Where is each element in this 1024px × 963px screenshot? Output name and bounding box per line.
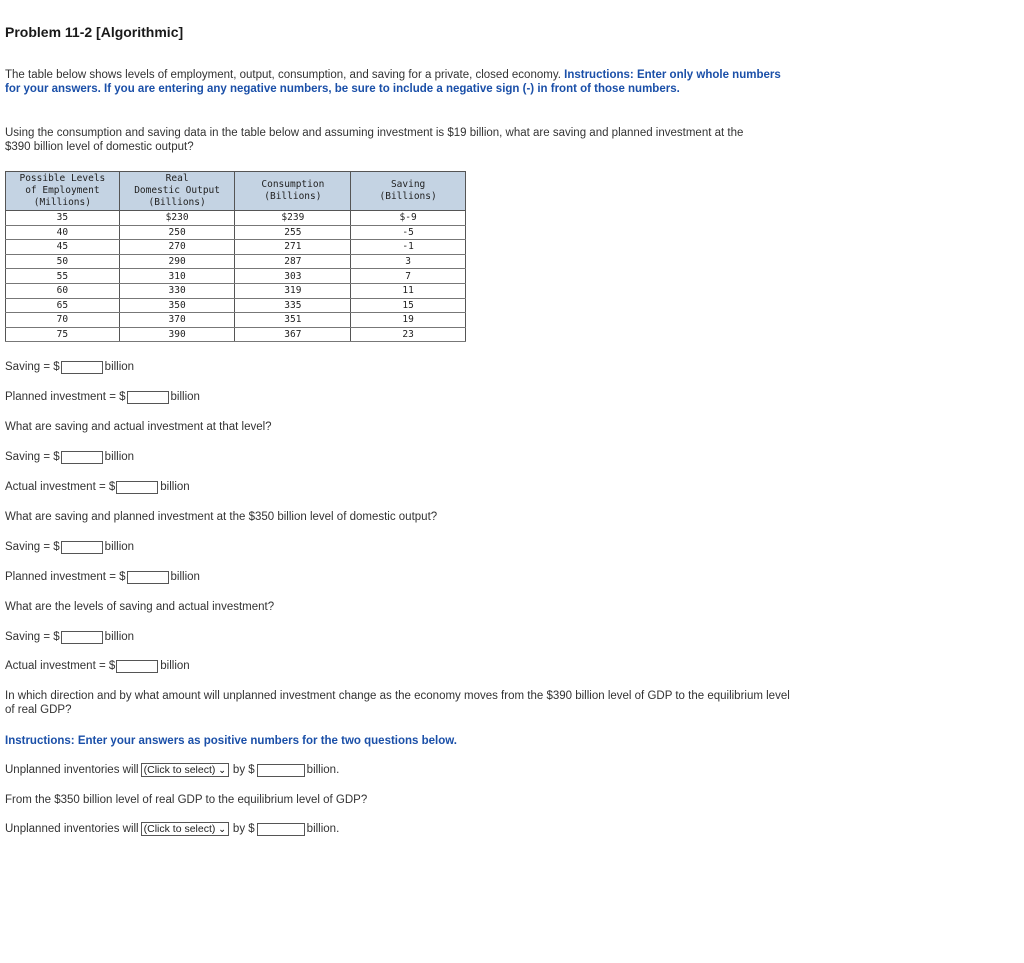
cell: -1	[351, 240, 466, 255]
cell: 55	[6, 269, 120, 284]
saving-label: Saving = $	[5, 631, 60, 643]
billion-label: billion	[170, 571, 200, 583]
cell: 310	[119, 269, 235, 284]
q4-saving-row	[5, 629, 134, 645]
cell: 350	[119, 298, 235, 313]
cell: 367	[235, 327, 351, 342]
cell: 35	[6, 211, 120, 226]
cell: 303	[235, 269, 351, 284]
saving-label: Saving = $	[5, 451, 60, 463]
table-row	[6, 313, 466, 328]
q6-amount-input[interactable]	[257, 823, 305, 836]
q5-unplanned-row	[5, 762, 339, 778]
cell: 15	[351, 298, 466, 313]
unplanned-label: Unplanned inventories will	[5, 823, 139, 835]
cell: 45	[6, 240, 120, 255]
cell: 23	[351, 327, 466, 342]
billion-label: billion	[104, 541, 135, 553]
cell: 319	[235, 283, 351, 298]
billion-label: billion	[104, 361, 135, 373]
by-label: by $	[232, 764, 255, 776]
cell: 390	[119, 327, 235, 342]
q1-saving-row	[5, 359, 134, 375]
q2-actual-input[interactable]	[116, 481, 158, 494]
table-row	[6, 327, 466, 342]
cell: 330	[119, 283, 235, 298]
cell: $-9	[351, 211, 466, 226]
header-output: Real Domestic Output (Billions)	[119, 172, 235, 211]
q3-saving-row	[5, 539, 134, 555]
unplanned-label: Unplanned inventories will	[5, 764, 139, 776]
cell: 271	[235, 240, 351, 255]
q6-direction-select[interactable]: (Click to select) ⌄	[141, 822, 229, 836]
cell: 270	[119, 240, 235, 255]
actual-investment-label: Actual investment = $	[5, 481, 116, 493]
q2-saving-input[interactable]	[61, 451, 103, 464]
table-row	[6, 211, 466, 226]
cell: 75	[6, 327, 120, 342]
cell: 7	[351, 269, 466, 284]
table-row	[6, 240, 466, 255]
planned-investment-label: Planned investment = $	[5, 391, 126, 403]
q3-saving-input[interactable]	[61, 541, 103, 554]
actual-investment-label: Actual investment = $	[5, 660, 116, 672]
intro-paragraph	[5, 68, 795, 96]
cell: 250	[119, 225, 235, 240]
table-row	[6, 298, 466, 313]
q2-saving-row	[5, 449, 134, 465]
cell: 287	[235, 254, 351, 269]
cell: $230	[119, 211, 235, 226]
q1-planned-row	[5, 389, 200, 405]
billion-label: billion	[104, 451, 135, 463]
q5-amount-input[interactable]	[257, 764, 305, 777]
intro-instructions: Instructions: Enter only whole numbers for your answers. If you are entering any negative numbers, be sure to include a negative sign (-) in front of those numbers.	[5, 69, 781, 95]
header-consumption: Consumption (Billions)	[235, 172, 351, 211]
cell: 19	[351, 313, 466, 328]
intro-text: The table below shows levels of employment, output, consumption, and saving for a private, closed economy.	[5, 69, 565, 81]
chevron-down-icon: ⌄	[218, 823, 226, 834]
billion-label: billion	[104, 631, 135, 643]
table-row	[6, 254, 466, 269]
saving-label: Saving = $	[5, 541, 60, 553]
q4-saving-input[interactable]	[61, 631, 103, 644]
question-1: Using the consumption and saving data in the table below and assuming investment is $19 billion, what are saving and planned investment at the $390 billion level of domestic output?	[5, 127, 744, 153]
table-header-row	[6, 172, 466, 211]
question-4: What are the levels of saving and actual investment?	[5, 601, 275, 613]
planned-investment-label: Planned investment = $	[5, 571, 126, 583]
table-row	[6, 269, 466, 284]
billion-label: billion.	[306, 764, 340, 776]
instructions-2: Instructions: Enter your answers as positive numbers for the two questions below.	[5, 735, 457, 747]
q4-actual-input[interactable]	[116, 660, 158, 673]
header-employment: Possible Levels of Employment (Millions)	[6, 172, 120, 211]
cell: $239	[235, 211, 351, 226]
q2-actual-row	[5, 479, 190, 495]
cell: 335	[235, 298, 351, 313]
cell: 40	[6, 225, 120, 240]
cell: 50	[6, 254, 120, 269]
cell: 11	[351, 283, 466, 298]
q1-planned-input[interactable]	[127, 391, 169, 404]
chevron-down-icon: ⌄	[218, 764, 226, 775]
q6-unplanned-row	[5, 821, 339, 837]
billion-label: billion	[160, 481, 190, 493]
problem-title: Problem 11-2 [Algorithmic]	[5, 24, 184, 40]
by-label: by $	[232, 823, 255, 835]
question-3: What are saving and planned investment at the $350 billion level of domestic output?	[5, 511, 438, 523]
cell: 370	[119, 313, 235, 328]
cell: 60	[6, 283, 120, 298]
table-row	[6, 225, 466, 240]
q1-saving-input[interactable]	[61, 361, 103, 374]
header-saving: Saving (Billions)	[351, 172, 466, 211]
cell: 351	[235, 313, 351, 328]
billion-label: billion	[160, 660, 190, 672]
question-2: What are saving and actual investment at that level?	[5, 421, 272, 433]
q4-actual-row	[5, 658, 190, 674]
cell: 3	[351, 254, 466, 269]
question-6: From the $350 billion level of real GDP to the equilibrium level of GDP?	[5, 794, 368, 806]
billion-label: billion	[170, 391, 200, 403]
cell: 65	[6, 298, 120, 313]
saving-label: Saving = $	[5, 361, 60, 373]
table-row	[6, 283, 466, 298]
cell: 290	[119, 254, 235, 269]
cell: -5	[351, 225, 466, 240]
q5-direction-select[interactable]: (Click to select) ⌄	[141, 763, 229, 777]
cell: 255	[235, 225, 351, 240]
q3-planned-input[interactable]	[127, 571, 169, 584]
question-5: In which direction and by what amount will unplanned investment change as the economy moves from the $390 billion level of GDP to the equilibrium level of real GDP?	[5, 690, 790, 716]
economy-table	[5, 171, 466, 342]
q3-planned-row	[5, 569, 200, 585]
cell: 70	[6, 313, 120, 328]
billion-label: billion.	[306, 823, 340, 835]
